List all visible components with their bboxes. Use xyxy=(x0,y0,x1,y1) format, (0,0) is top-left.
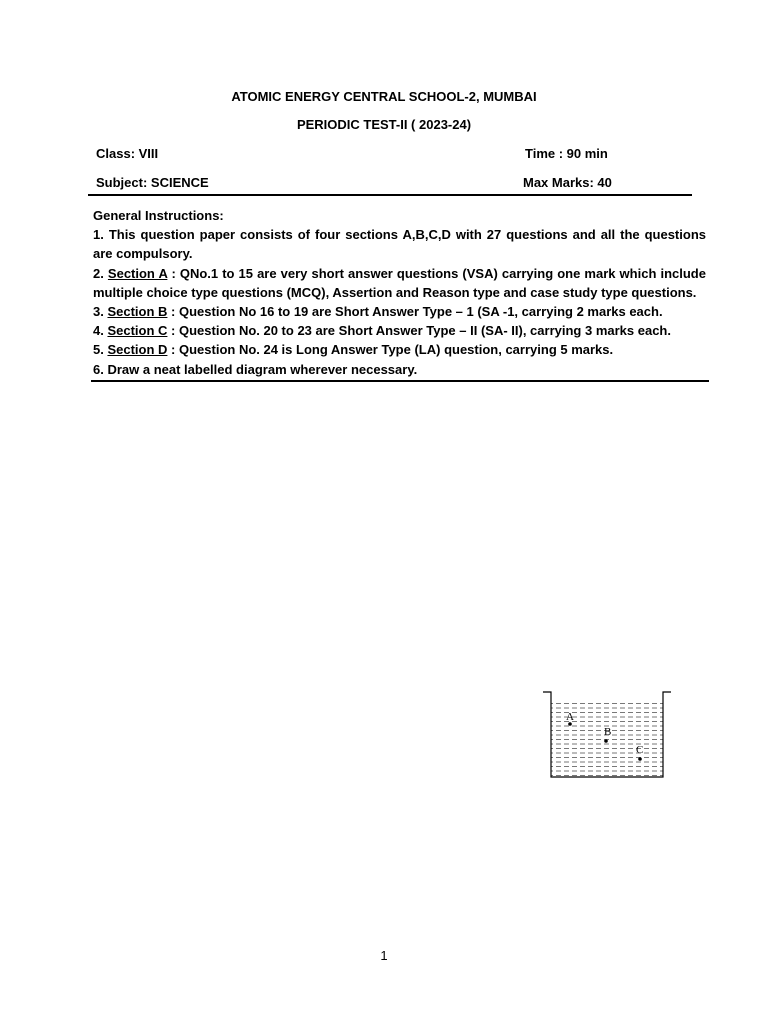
test-title: PERIODIC TEST-II ( 2023-24) xyxy=(296,117,472,132)
page-number: 1 xyxy=(380,948,388,963)
subject-label: Subject: SCIENCE xyxy=(96,175,209,190)
point-b-dot xyxy=(604,739,608,743)
section-d-label: Section D xyxy=(107,342,168,358)
point-c-dot xyxy=(638,757,642,761)
point-c-label: C xyxy=(636,744,644,756)
instruction-item-5 xyxy=(93,340,706,359)
instructions-divider xyxy=(91,380,709,382)
instruction-item-3 xyxy=(93,302,706,321)
item-text: : Question No. 24 is Long Answer Type (LA) question, carrying 5 marks. xyxy=(167,342,614,358)
item-text: : Question No 16 to 19 are Short Answer Type – 1 (SA -1, carrying 2 marks each. xyxy=(167,304,663,320)
item-text: : QNo.1 to 15 are very short answer questions (VSA) carrying one mark which include multiple choice type questions (MCQ), Assertion and Reason type and case study type questions. xyxy=(93,265,706,300)
general-instructions xyxy=(93,206,706,379)
instruction-item-2 xyxy=(93,264,706,302)
school-name: ATOMIC ENERGY CENTRAL SCHOOL-2, MUMBAI xyxy=(231,89,537,104)
section-b-label: Section B xyxy=(107,304,168,320)
item-number: 2. xyxy=(93,265,108,281)
section-c-label: Section C xyxy=(107,323,168,339)
time-label: Time : 90 min xyxy=(525,146,608,161)
class-label: Class: VIII xyxy=(96,146,159,161)
point-a-label: A xyxy=(566,711,574,723)
liquid-container-diagram xyxy=(540,688,675,783)
max-marks-label: Max Marks: 40 xyxy=(523,175,612,190)
section-a-label: Section A xyxy=(107,265,168,281)
instruction-item-6: 6. Draw a neat labelled diagram wherever necessary. xyxy=(93,361,418,377)
item-number: 4. xyxy=(93,323,108,339)
item-number: 5. xyxy=(93,342,108,358)
instruction-item-4 xyxy=(93,321,706,340)
instruction-item-1: 1. This question paper consists of four sections A,B,C,D with 27 questions and all the questions are compulsory. xyxy=(93,227,706,262)
point-b-label: B xyxy=(604,726,612,738)
item-number: 3. xyxy=(93,304,108,320)
header-divider xyxy=(88,194,692,196)
instructions-heading: General Instructions: xyxy=(93,208,224,223)
item-text: : Question No. 20 to 23 are Short Answer Type – II (SA- II), carrying 3 marks each. xyxy=(167,323,671,339)
